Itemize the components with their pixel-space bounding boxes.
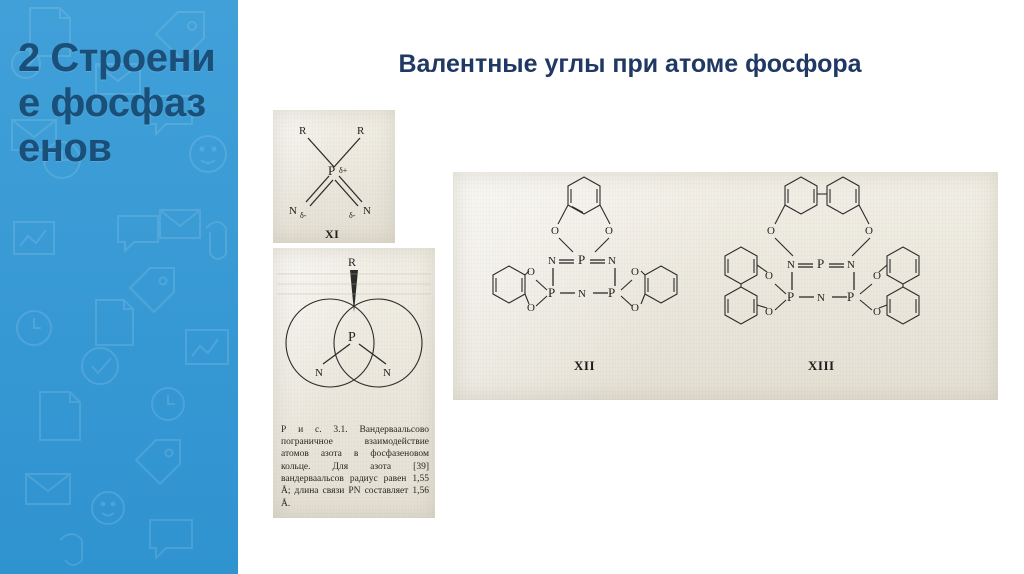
figure-vdw-caption: Р и с. 3.1. Вандерваальсово пограничное взаимодействие атомов азота в фосфазеновом кольце. Для азота [39] вандерваальсов радиус равен 1,55 Å; длина связи PN составляет 1,56 Å. — [281, 424, 429, 509]
figure-xiii-roman-label: XIII — [808, 358, 835, 373]
svg-text:O: O — [527, 302, 535, 314]
figure-xiii-label-n-left: N — [787, 259, 795, 271]
figure-xiii-label-p-left: P — [787, 289, 795, 304]
figure-xiii-structure — [725, 177, 919, 373]
figure-xiii-label-p-top: P — [817, 256, 825, 271]
figure-vdw-structure — [273, 248, 435, 433]
figure-xi-roman-label: XI — [325, 227, 340, 241]
figure-xiii-label-n-right: N — [847, 259, 855, 271]
figure-xi-label-p-charge: δ+ — [339, 166, 348, 175]
slide-sidebar-title: 2 Строение фосфазенов — [18, 36, 216, 170]
figure-xii-structure — [493, 177, 677, 373]
figure-xii-roman-label: XII — [574, 358, 596, 373]
svg-text:O: O — [873, 306, 881, 318]
figure-vdw-panel — [273, 248, 435, 518]
svg-text:O: O — [527, 266, 535, 278]
figure-xii-label-p-top: P — [578, 252, 586, 267]
figure-xiii-label-p-right: P — [847, 289, 855, 304]
figures-xii-xiii-structures — [453, 172, 998, 400]
figure-xii-label-p-right: P — [608, 285, 616, 300]
figure-vdw-label-n-left: N — [315, 367, 323, 379]
sidebar — [0, 0, 238, 574]
figure-xii-label-p-left: P — [548, 285, 556, 300]
svg-text:O: O — [767, 225, 775, 237]
figure-xi-label-delta-left: δ- — [300, 211, 307, 220]
figure-xi-label-n-left: N — [289, 205, 297, 217]
figure-xii-label-n-right: N — [608, 255, 616, 267]
figure-xi-label-n-right: N — [363, 205, 371, 217]
svg-text:O: O — [765, 306, 773, 318]
figure-xiii-label-n-bottom: N — [817, 292, 825, 304]
figures-xii-xiii-panel — [453, 172, 998, 400]
figure-xii-label-n-bottom: N — [578, 288, 586, 300]
svg-text:O: O — [765, 270, 773, 282]
svg-text:O: O — [631, 266, 639, 278]
figure-xi-label-r-right: R — [357, 125, 365, 137]
svg-text:O: O — [865, 225, 873, 237]
figure-xi-label-r-left: R — [299, 125, 307, 137]
figure-xi-structure — [273, 110, 395, 243]
figure-xi-panel — [273, 110, 395, 243]
svg-text:O: O — [551, 225, 559, 237]
page-title: Валентные углы при атоме фосфора — [398, 50, 862, 78]
svg-text:O: O — [605, 225, 613, 237]
figure-xii-label-n-left: N — [548, 255, 556, 267]
svg-text:O: O — [873, 270, 881, 282]
figure-vdw-label-r: R — [348, 255, 357, 269]
figure-vdw-label-n-right: N — [383, 367, 391, 379]
figure-xi-label-delta-right: δ- — [349, 211, 356, 220]
figure-xi-label-p: P — [328, 163, 336, 178]
svg-text:O: O — [631, 302, 639, 314]
figure-vdw-label-p: P — [348, 330, 356, 345]
